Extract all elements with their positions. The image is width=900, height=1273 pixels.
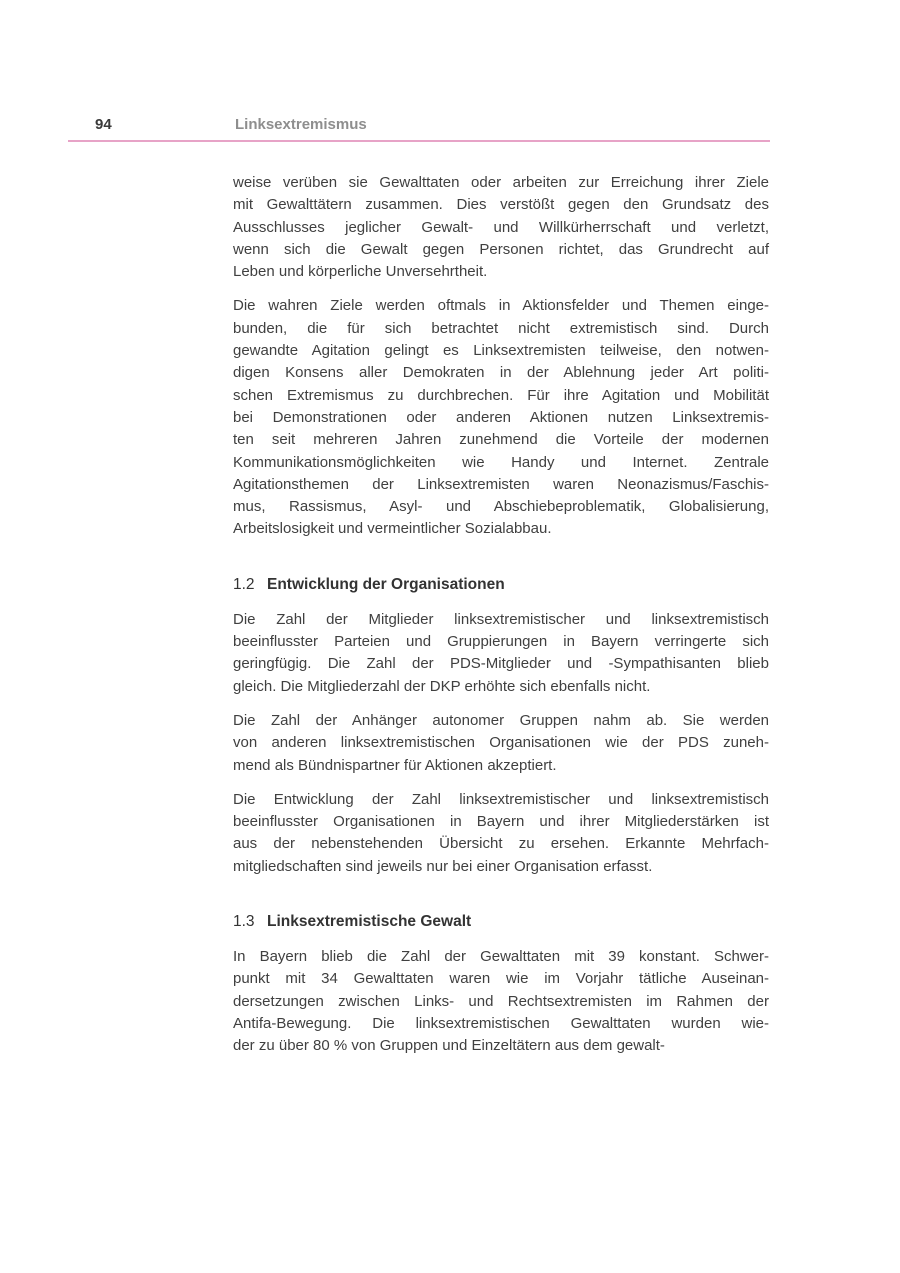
header-rule [68, 140, 770, 142]
text-line: gewandte Agitation gelingt es Linksextremisten teilweise, den notwen- [233, 342, 769, 360]
text-line: Die Zahl der Anhänger autonomer Gruppen nahm ab. Sie werden [233, 711, 769, 729]
text-line: Agitationsthemen der Linksextremisten waren Neonazismus/Faschis- [233, 475, 769, 493]
section-heading [233, 910, 769, 934]
text-line: beeinflusster Parteien und Gruppierungen in Bayern verringerte sich [233, 633, 769, 651]
section-title: Entwicklung der Organisationen [267, 575, 505, 593]
text-line: der zu über 80 % von Gruppen und Einzeltätern aus dem gewalt- [233, 1037, 665, 1055]
section-number: 1.3 [233, 913, 255, 931]
text-line: mend als Bündnispartner für Aktionen akzeptiert. [233, 756, 557, 774]
running-title: Linksextremismus [235, 116, 367, 133]
text-line: Arbeitslosigkeit und vermeintlicher Sozialabbau. [233, 520, 552, 538]
text-line: wenn sich die Gewalt gegen Personen richtet, das Grundrecht auf [233, 240, 769, 258]
text-line: weise verüben sie Gewalttaten oder arbeiten zur Erreichung ihrer Ziele [233, 174, 769, 191]
paragraph [233, 789, 769, 878]
paragraph [233, 172, 769, 283]
page-number: 94 [95, 116, 112, 133]
text-line: ten seit mehreren Jahren zunehmend die Vorteile der modernen [233, 431, 769, 449]
text-line: beeinflusster Organisationen in Bayern und ihrer Mitgliederstärken ist [233, 813, 769, 831]
section-heading [233, 573, 769, 597]
paragraph [233, 710, 769, 777]
text-line: geringfügig. Die Zahl der PDS-Mitglieder und -Sympathisanten blieb [233, 655, 769, 673]
text-line: aus der nebenstehenden Übersicht zu ersehen. Erkannte Mehrfach- [233, 835, 769, 853]
paragraph [233, 946, 769, 1057]
section-number: 1.2 [233, 575, 255, 593]
section-title: Linksextremistische Gewalt [267, 913, 472, 931]
text-line: Die Zahl der Mitglieder linksextremistischer und linksextremistisch [233, 610, 769, 628]
text-line: Die wahren Ziele werden oftmals in Aktionsfelder und Themen einge- [233, 297, 769, 315]
paragraph [233, 295, 769, 540]
text-line: Antifa-Bewegung. Die linksextremistischen Gewalttaten wurden wie- [233, 1014, 769, 1032]
text-line: dersetzungen zwischen Links- und Rechtsextremisten im Rahmen der [233, 992, 769, 1010]
text-line: digen Konsens aller Demokraten in der Ablehnung jeder Art politi- [233, 364, 769, 382]
text-line: Leben und körperliche Unversehrtheit. [233, 263, 488, 281]
text-line: Kommunikationsmöglichkeiten wie Handy und Internet. Zentrale [233, 453, 769, 471]
text-line: mit Gewalttätern zusammen. Dies verstößt gegen den Grundsatz des [233, 196, 769, 214]
text-line: von anderen linksextremistischen Organisationen wie der PDS zuneh- [233, 734, 769, 752]
text-line: punkt mit 34 Gewalttaten waren wie im Vorjahr tätliche Auseinan- [233, 970, 769, 988]
text-line: gleich. Die Mitgliederzahl der DKP erhöhte sich ebenfalls nicht. [233, 677, 651, 695]
paragraph [233, 609, 769, 698]
text-line: mus, Rassismus, Asyl- und Abschiebeproblematik, Globalisierung, [233, 498, 769, 516]
text-line: mitgliedschaften sind jeweils nur bei einer Organisation erfasst. [233, 857, 653, 875]
text-line: Ausschlusses jeglicher Gewalt- und Willkürherrschaft und verletzt, [233, 218, 769, 236]
document-body [233, 172, 769, 1070]
text-line: schen Extremismus zu durchbrechen. Für ihre Agitation und Mobilität [233, 386, 769, 404]
text-line: Die Entwicklung der Zahl linksextremistischer und linksextremistisch [233, 790, 769, 808]
text-line: In Bayern blieb die Zahl der Gewalttaten mit 39 konstant. Schwer- [233, 948, 769, 966]
text-line: bei Demonstrationen oder anderen Aktionen nutzen Linksextremis- [233, 408, 769, 426]
running-header [68, 116, 770, 142]
text-line: bunden, die für sich betrachtet nicht extremistisch sind. Durch [233, 319, 769, 337]
